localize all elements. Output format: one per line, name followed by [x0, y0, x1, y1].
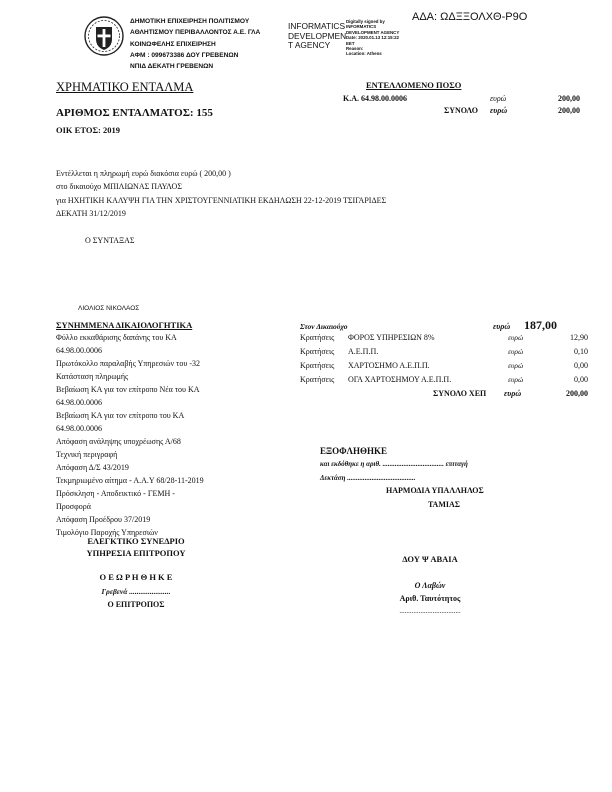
list-item: 64.98.00.0006: [56, 398, 102, 407]
receipt-heading: ΔΟΥ Ψ ΑΒΑΙΑ: [402, 554, 458, 564]
list-item: Φύλλο εκκαθάρισης δαπάνης του ΚΑ: [56, 333, 177, 342]
issuer-block: [130, 16, 260, 72]
deduction-desc: ΟΓΑ ΧΑΡΤΟΣΗΜΟΥ Α.Ε.Π.Π.: [348, 375, 452, 384]
body-text: [56, 167, 386, 220]
paid-heading: ΕΞΟΦΛΗΘΗΚΕ: [320, 446, 388, 456]
list-item: Τεχνική περιγραφή: [56, 450, 118, 459]
list-item: Κατάσταση πληρωμής: [56, 372, 129, 381]
cashier-title: ΤΑΜΙΑΣ: [428, 500, 461, 509]
deduction-value: 0,00: [574, 361, 588, 370]
greek-emblem-icon: [83, 15, 125, 57]
digital-signature-details: Digitally signed by INFORMATICS DEVELOPMENT AGENCY Date: 2020.01.13 12:15:22 EET Reason: Location: Athens: [346, 19, 400, 57]
officer-title: ΗΑΡΜΟΔΙΑ ΥΠΑΛΛΗΛΟΣ: [386, 486, 484, 495]
issuer-line: ΝΠΙΔ ΔΕΚΑΤΗ ΓΡΕΒΕΝΩΝ: [130, 63, 214, 71]
deduction-type: Κρατήσεις: [300, 333, 335, 342]
list-item: Προσφορά: [56, 502, 91, 511]
beneficiary-head: Στον Δικαιούχο: [300, 322, 348, 331]
list-item: Απόφαση Προέδρου 37/2019: [56, 515, 151, 524]
ka-code: Κ.Α. 64.98.00.0006: [343, 94, 407, 103]
deduction-currency: ευρώ: [508, 333, 524, 342]
beneficiary-amount: 187,00: [524, 318, 557, 332]
deduction-desc: Α.Ε.Π.Π.: [348, 347, 379, 356]
fiscal-year: ΟΙΚ ΕΤΟΣ: 2019: [56, 125, 120, 135]
id-number-label: Αριθ. Ταυτότητος: [399, 594, 461, 603]
agency-name: INFORMATICS DEVELOPMEN T AGENCY: [288, 21, 347, 50]
page-title: ΧΡΗΜΑΤΙΚΟ ΕΝΤΑΛΜΑ: [56, 80, 194, 94]
total-label: ΣΥΝΟΛΟ ΧΕΠ: [433, 389, 487, 398]
deduction-desc: ΧΑΡΤΟΣΗΜΟ Α.Ε.Π.Π.: [348, 361, 430, 370]
deduction-value: 12,90: [570, 333, 588, 342]
deduction-type: Κρατήσεις: [300, 375, 335, 384]
payment-order-line: Εντέλλεται η πληρωμή ευρώ διακόσια ευρώ ( 200,00 ): [56, 169, 231, 178]
sum-label: ΣΥΝΟΛΟ: [444, 106, 478, 115]
deduction-currency: ευρώ: [508, 375, 524, 384]
deduction-desc: ΦΟΡΟΣ ΥΠΗΡΕΣΙΩΝ 8%: [348, 333, 435, 342]
deduction-currency: ευρώ: [508, 347, 524, 356]
documents-list: [56, 331, 204, 539]
amount-value: 200,00: [558, 94, 580, 103]
beneficiary-line: στο δικαιούχο ΜΠΙΛΙΩΝΑΣ ΠΑΥΛΟΣ: [56, 182, 182, 192]
list-item: Πρόσκληση - Αποδεικτικό - ΓΕΜΗ -: [56, 489, 175, 498]
total-currency: ευρώ: [504, 389, 522, 398]
receiver-line: Δεκτάση .......................................: [320, 474, 416, 482]
recipient-label: Ο Λαβών: [414, 581, 446, 590]
beneficiary-currency: ευρώ: [493, 322, 511, 331]
amount-heading: ΕΝΤΕΛΛΟΜΕΝΟ ΠΟΣΟ: [366, 80, 462, 90]
issuer-line: ΚΟΙΝΩΦΕΛΗΣ ΕΠΙΧΕΙΡΗΣΗ: [130, 40, 216, 48]
list-item: Τιμολόγιο Παροχής Υπηρεσιών: [56, 528, 158, 537]
sum-value: 200,00: [558, 106, 580, 115]
purpose-line: για ΗΧΗΤΙΚΗ ΚΑΛΥΨΗ ΓΙΑ ΤΗΝ ΧΡΙΣΤΟΥΓΕΝΝΙΑΤΙΚΗ ΕΚΔΗΛΩΣΗ 22-12-2019 ΤΣΙΓΑΡΙΔΕΣ: [56, 195, 387, 205]
sum-currency: ευρώ: [490, 106, 508, 115]
list-item: Πρωτόκολλο παραλαβής Υπηρεσιών του -32: [56, 359, 201, 368]
issuer-line: ΔΗΜΟΤΙΚΗ ΕΠΙΧΕΙΡΗΣΗ ΠΟΛΙΤΙΣΜΟΥ: [130, 18, 250, 25]
audit-service: ΥΠΗΡΕΣΙΑ ΕΠΙΤΡΟΠΟΥ: [86, 548, 186, 558]
deduction-currency: ευρώ: [508, 361, 524, 370]
list-item: 64.98.00.0006: [56, 424, 102, 433]
list-item: 64.98.00.0006: [56, 346, 102, 355]
issuer-line: ΑΘΛΗΤΙΣΜΟΥ ΠΕΡΙΒΑΛΛΟΝΤΟΣ Α.Ε. ΓΛΑ: [130, 29, 261, 37]
list-item: Βεβαίωση ΚΑ για τον επίτροπο Νέα του ΚΑ: [56, 385, 200, 394]
ada-code: ΑΔΑ: ΩΔΞΞΟΛΧΘ-Ρ9Ο: [412, 11, 528, 23]
documents-heading: ΣΥΝΗΜΜΕΝΑ ΔΙΚΑΙΟΛΟΓΗΤΙΚΑ: [56, 320, 193, 330]
composer-name: ΛΙΟΛΙΟΣ ΝΙΚΟΛΑΟΣ: [78, 305, 140, 312]
deduction-value: 0,10: [574, 347, 588, 356]
composer-label: Ο ΣΥΝΤΑΞΑΣ: [85, 236, 135, 245]
audit-signer: Ο ΕΠΙΤΡΟΠΟΣ: [107, 600, 165, 609]
deduction-type: Κρατήσεις: [300, 361, 335, 370]
deduction-value: 0,00: [574, 375, 588, 384]
warrant-number: ΑΡΙΘΜΟΣ ΕΝΤΑΛΜΑΤΟΣ: 155: [56, 107, 213, 119]
list-item: Απόφαση Δ/Σ 43/2019: [56, 463, 129, 472]
audit-court: ΕΛΕΓΚΤΙΚΟ ΣΥΝΕΔΡΙΟ: [87, 536, 185, 546]
list-item: Βεβαίωση ΚΑ για τον επίτροπο του ΚΑ: [56, 411, 185, 420]
date-line: ΔΕΚΑΤΗ 31/12/2019: [56, 208, 126, 218]
audit-approved: Ο Ε Ω Ρ Η Θ Η Κ Ε: [99, 572, 173, 582]
list-item: Απόφαση ανάληψης υποχρέωσης Α/68: [56, 437, 181, 446]
signature-dots: ...................................: [399, 607, 461, 615]
list-item: Τεκμηριωμένο αίτημα - Α.Α.Υ 68/28-11-2019: [56, 476, 204, 485]
amount-currency: ευρώ: [490, 94, 507, 103]
total-value: 200,00: [566, 389, 588, 398]
audit-place: Γρεβενά ......................: [101, 587, 171, 596]
issuer-line: ΑΦΜ : 099673386 ΔΟΥ ΓΡΕΒΕΝΩΝ: [130, 51, 239, 59]
cheque-line: και εκδόθηκε η αριθ. ................................... επιταγή: [320, 460, 468, 468]
deduction-type: Κρατήσεις: [300, 347, 335, 356]
